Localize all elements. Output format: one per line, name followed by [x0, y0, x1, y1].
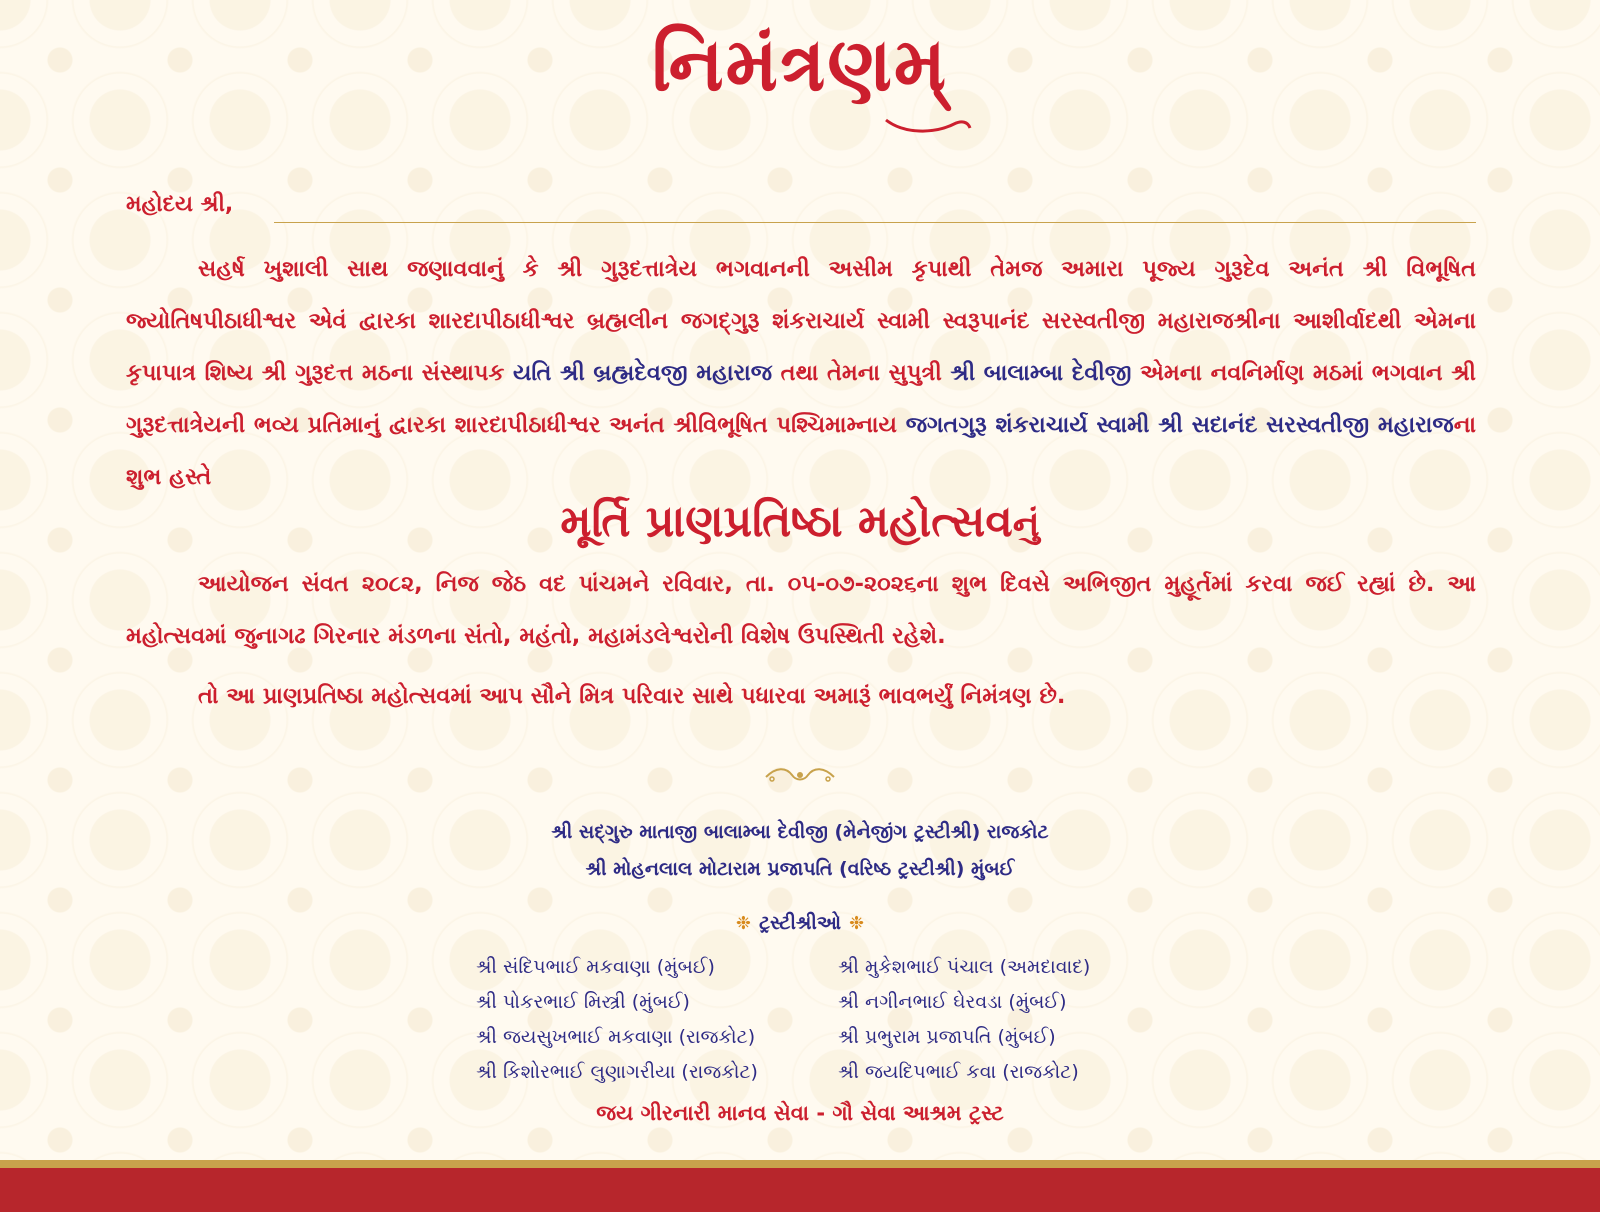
intro-paragraph [126, 243, 1476, 503]
senior-trustee: શ્રી મોહનલાલ મોટારામ પ્રજાપતિ (વરિષ્ઠ ટ્રસ્ટીશ્રી) મુંબઈ [585, 858, 1015, 880]
trustee-item: શ્રી સંદિપભાઈ મકવાણા (મુંબઈ) [476, 956, 715, 978]
footer-gold-band [0, 1160, 1600, 1168]
managing-trustee: શ્રી સદ્ગુરુ માતાજી બાલામ્બા દેવીજી (મેનેજીંગ ટ્રસ્ટીશ્રી) રાજકોટ [551, 821, 1049, 843]
recipient-name-line [274, 222, 1476, 223]
event-details-paragraph: આયોજન સંવત ૨૦૮૨, નિજ જેઠ વદ પાંચમને રવિવાર, તા. ૦૫-૦૭-૨૦૨૬ના શુભ દિવસે અભિજીત મુહૂર્તમાં કરવા જઈ રહ્યાં છે. આ મહોત્સવમાં જુનાગઢ ગિરનાર મંડળના સંતો, મહંતો, મહામંડલેશ્વરોની વિશેષ ઉપસ્થિતી રહેશે. [126, 571, 1476, 649]
trustees-right-column [838, 950, 1090, 1090]
trustee-item: શ્રી પોકરભાઈ મિસ્ત્રી (મુંબઈ) [476, 991, 690, 1013]
shankaracharya-name-highlight: જગતગુરૂ શંકરાચાર્ય સ્વામી શ્રી સદાનંદ સરસ્વતીજી મહારાજ [905, 412, 1454, 438]
invitation-paragraph: તો આ પ્રાણપ્રતિષ્ઠા મહોત્સવમાં આપ સૌને મિત્ર પરિવાર સાથે પધારવા અમારૂં ભાવભર્યું નિમંત્રણ છે. [198, 683, 1066, 709]
trustee-item: શ્રી કિશોરભાઈ લુણાગરીયા (રાજકોટ) [476, 1061, 758, 1083]
trustees-left-column [476, 950, 758, 1090]
trustee-item: શ્રી જયસુખભાઈ મકવાણા (રાજકોટ) [476, 1026, 756, 1048]
salutation: મહોદય શ્રી, [126, 192, 234, 217]
intro-text-4: ના શુભ હસ્તે [126, 412, 1476, 490]
intro-text-2: તથા તેમના સુપુત્રી [780, 360, 942, 386]
event-heading-suffix: નું [1012, 504, 1040, 545]
event-heading [0, 496, 1600, 549]
event-heading-main: મૂર્તિ પ્રાણપ્રતિષ્ઠા મહોત્સવ [560, 496, 1013, 547]
flourish-divider-icon [762, 764, 838, 786]
trustee-item: શ્રી મુકેશભાઈ પંચાલ (અમદાવાદ) [838, 956, 1091, 978]
invitation-title: નિમંત્રણમ્ [651, 22, 949, 108]
title-flourish-icon [884, 114, 974, 134]
trustee-item: શ્રી જયદિપભાઈ કવા (રાજકોટ) [838, 1061, 1079, 1083]
flower-star-icon: ❉ [735, 913, 751, 934]
trustees-heading [0, 912, 1600, 934]
guru-name-highlight: યતિ શ્રી બ્રહ્મદેવજી મહારાજ [512, 360, 773, 386]
flower-star-icon: ❉ [849, 913, 865, 934]
intro-text-3: એમના નવનિર્માણ મઠમાં ભગવાન શ્રી ગુરૂદત્તાત્રેયની ભવ્ય પ્રતિમાનું દ્વારકા શારદાપીઠાધીશ્વર અનંત શ્રીવિભૂષિત પશ્ચિમામ્નાય [126, 360, 1476, 438]
daughter-name-highlight: શ્રી બાલામ્બા દેવીજી [950, 360, 1132, 386]
trustee-item: શ્રી પ્રભુરામ પ્રજાપતિ (મુંબઈ) [838, 1026, 1056, 1048]
organization-name: જય ગીરનારી માનવ સેવા - ગૌ સેવા આશ્રમ ટ્રસ્ટ [596, 1101, 1004, 1125]
footer-red-band [0, 1168, 1600, 1212]
trustee-item: શ્રી નગીનભાઈ ઘેરવડા (મુંબઈ) [838, 991, 1067, 1013]
officials-block [0, 814, 1600, 888]
intro-text-1: સહર્ષ ખુશાલી સાથ જણાવવાનું કે શ્રી ગુરૂદત્તાત્રેય ભગવાનની અસીમ કૃપાથી તેમજ અમારા પૂજ્ય ગુરૂદેવ અનંત શ્રી વિભૂષિત જ્યોતિષપીઠાધીશ્વર એવં દ્વારકા શારદાપીઠાધીશ્વર બ્રહ્મલીન જગદ્ગુરૂ શંકરાચાર્ય સ્વામી સ્વરૂપાનંદ સરસ્વતીજી મહારાજશ્રીના આશીર્વાદથી એમના કૃપાપાત્ર શિષ્ય શ્રી ગુરૂદત્ત મઠના સંસ્થાપક [126, 256, 1476, 386]
trustees-title-text: ટ્રસ્ટીશ્રીઓ [758, 912, 842, 934]
